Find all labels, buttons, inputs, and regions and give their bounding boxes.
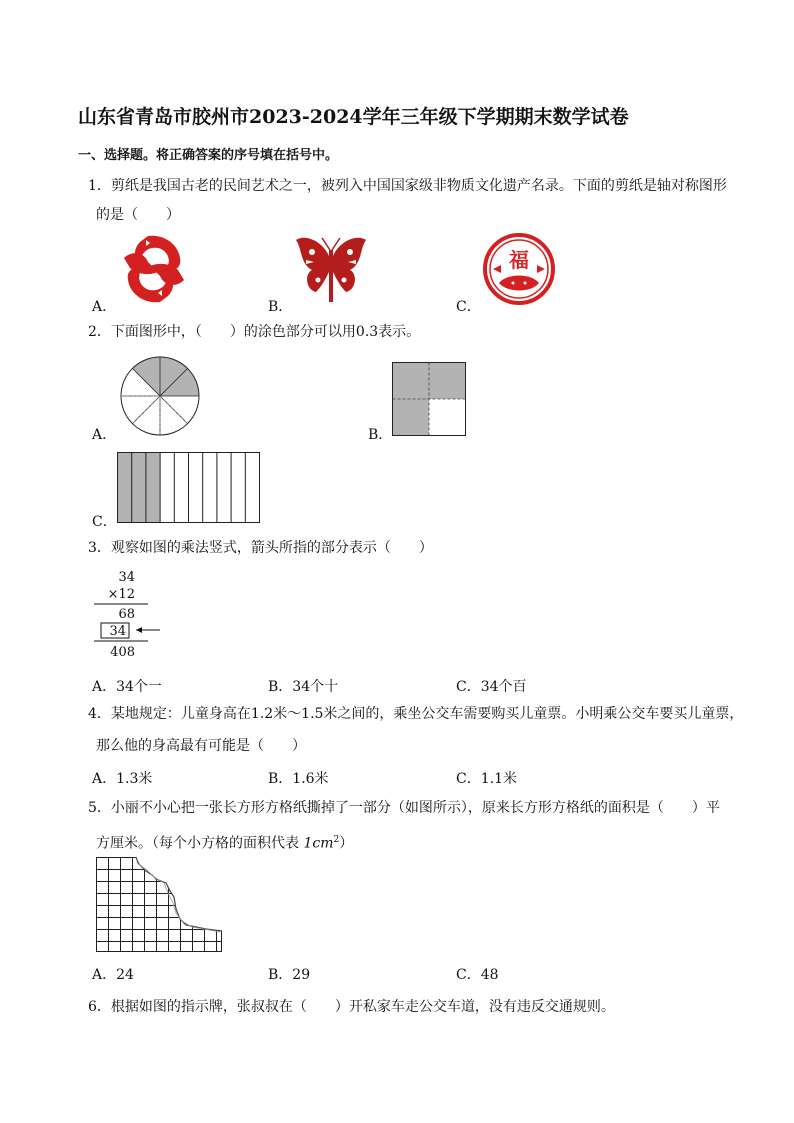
circle-eighths-figure: [118, 356, 202, 436]
page-title: 山东省青岛市胶州市2023-2024学年三年级下学期期末数学试卷: [78, 106, 629, 128]
strip-tenths-figure: [117, 452, 261, 523]
q4-option-b: B．1.6米: [268, 771, 329, 787]
q2-option-c: C．: [92, 514, 117, 530]
q5-option-b: B．29: [268, 967, 311, 983]
q1-option-a: A．: [92, 299, 117, 315]
question-5-line2: [96, 830, 353, 854]
fu-character: 福: [509, 248, 529, 272]
q5-line2-suffix: ）: [339, 835, 354, 852]
butterfly-papercut-image: [294, 234, 368, 306]
q5-option-c: C．48: [456, 967, 499, 983]
calc-partial-1: 68: [118, 607, 135, 622]
calc-multiplier: ×12: [107, 587, 135, 602]
q5-line2-prefix: 方厘米。（每个小方格的面积代表: [96, 835, 299, 852]
q3-option-a: A．34个一: [92, 679, 162, 695]
q4-option-a: A．1.3米: [92, 771, 153, 787]
multiplication-vertical-figure: [92, 566, 164, 660]
q4-option-c: C．1.1米: [456, 771, 517, 787]
section-heading: 一、选择题。将正确答案的序号填在括号中。: [78, 148, 339, 163]
fish-papercut-image: [118, 232, 190, 306]
calc-multiplicand: 34: [118, 570, 135, 585]
square-quarters-figure: [392, 362, 466, 436]
fu-papercut-image: [483, 233, 555, 305]
q5-unit-exponent: 2: [333, 835, 340, 845]
q2-option-b: B．: [368, 427, 393, 443]
question-1-line2: 的是（ ）: [96, 207, 180, 223]
question-5-line1: 5．小丽不小心把一张长方形方格纸撕掉了一部分（如图所示），原来长方形方格纸的面积是（ ）平: [88, 800, 720, 816]
question-1-line1: 1．剪纸是我国古老的民间艺术之一，被列入中国国家级非物质文化遗产名录。下面的剪纸是轴对称图形: [88, 178, 727, 194]
q2-option-a: A．: [92, 427, 117, 443]
q3-option-b: B．34个十: [268, 679, 339, 695]
q5-option-a: A．24: [92, 967, 134, 983]
question-4-line2: 那么他的身高最有可能是（ ）: [96, 738, 306, 754]
q3-option-c: C．34个百: [456, 679, 527, 695]
question-6-line1: 6．根据如图的指示牌，张叔叔在（ ）开私家车走公交车道，没有违反交通规则。: [88, 999, 615, 1015]
question-2-line1: 2．下面图形中，（ ）的涂色部分可以用0.3表示。: [88, 324, 421, 340]
question-4-line1: 4．某地规定：儿童身高在1.2米～1.5米之间的，乘坐公交车需要购买儿童票。小明乘公交车要买儿童票，: [88, 706, 744, 722]
torn-grid-paper-figure: [96, 857, 224, 953]
q5-unit: 1cm: [303, 835, 334, 852]
q1-option-c: C．: [456, 299, 481, 315]
calc-partial-2: 34: [109, 624, 126, 639]
q1-option-b: B．: [268, 299, 293, 315]
question-3-line1: 3．观察如图的乘法竖式，箭头所指的部分表示（ ）: [88, 540, 433, 556]
calc-product: 408: [110, 645, 135, 660]
